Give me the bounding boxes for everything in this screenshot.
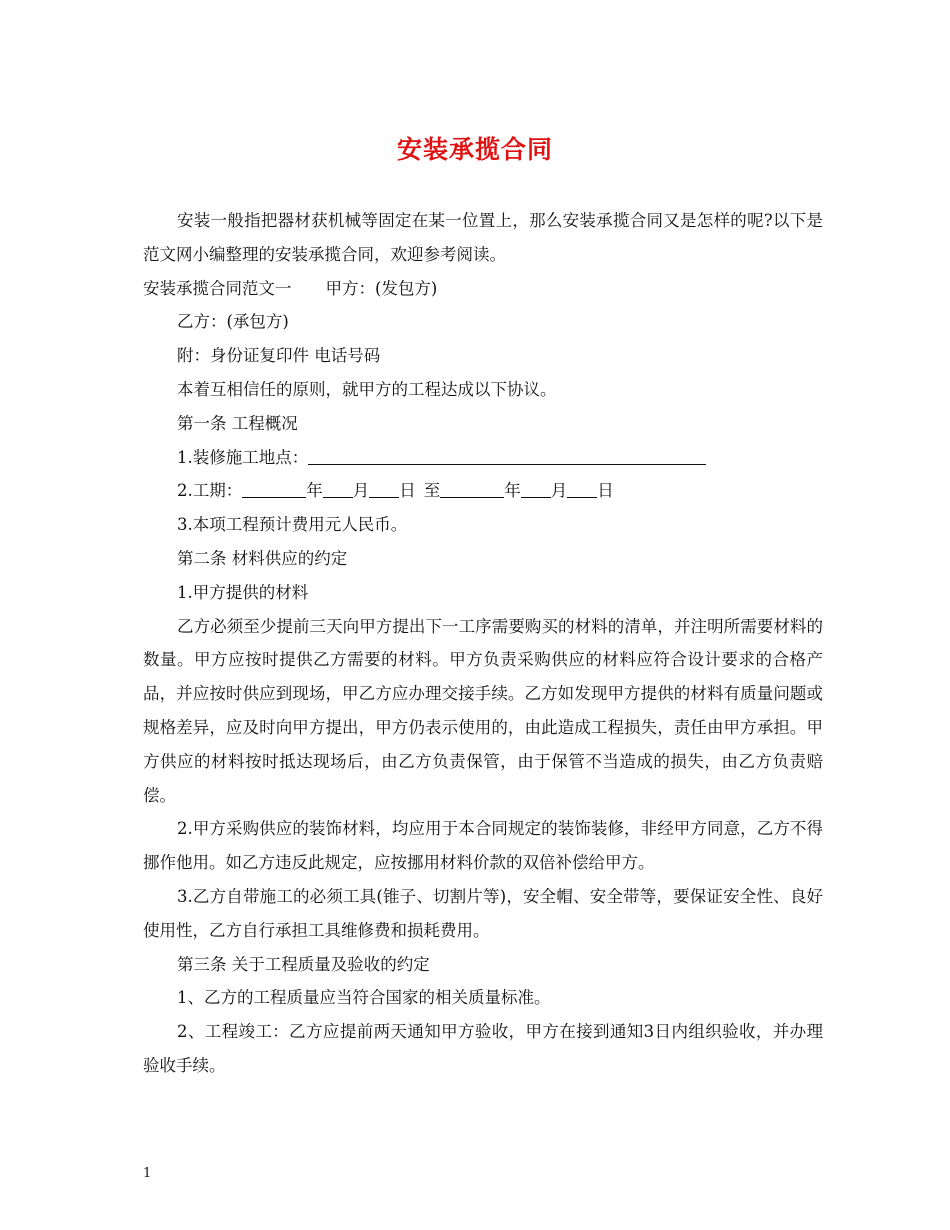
- intro-paragraph: 安装一般指把器材获机械等固定在某一位置上，那么安装承揽合同又是怎样的呢?以下是范文网小编整理的安装承揽合同，欢迎参考阅读。: [143, 211, 823, 264]
- day-label: 日: [399, 481, 416, 501]
- end-year-blank: [440, 479, 504, 498]
- site-blank: [308, 446, 706, 465]
- month-label: 月: [352, 481, 370, 501]
- sample-heading: 安装承揽合同范文一: [143, 278, 292, 298]
- article-1-heading: 第一条 工程概况: [177, 413, 298, 433]
- principle: 本着互相信任的原则，就甲方的工程达成以下协议。: [177, 379, 557, 399]
- article-1-item-2: [143, 474, 823, 508]
- year-label: 年: [504, 481, 521, 501]
- start-year-blank: [242, 479, 306, 498]
- article-1-item-1: [143, 441, 823, 475]
- start-day-blank: [369, 479, 399, 498]
- party-b: 乙方：(承包方): [177, 312, 289, 332]
- document-body: [143, 204, 823, 1083]
- period-label: 2.工期：: [177, 481, 243, 501]
- party-a: 甲方：(发包方): [325, 278, 438, 298]
- end-day-blank: [567, 479, 597, 498]
- article-3-paragraph-2: 2、工程竣工：乙方应提前两天通知甲方验收，甲方在接到通知3日内组织验收，并办理验收手续。: [143, 1022, 823, 1075]
- article-3-heading: 第三条 关于工程质量及验收的约定: [177, 954, 430, 974]
- page-number: 1: [143, 1166, 152, 1181]
- start-month-blank: [323, 479, 353, 498]
- end-month-blank: [521, 479, 551, 498]
- article-2-subheading-1: 1.甲方提供的材料: [177, 582, 309, 602]
- month-label: 月: [550, 481, 568, 501]
- article-1-item-3: 3.本项工程预计费用元人民币。: [177, 515, 408, 535]
- to-label: 至: [423, 481, 441, 501]
- article-2-paragraph-1: 乙方必须至少提前三天向甲方提出下一工序需要购买的材料的清单，并注明所需要材料的数量。甲方应按时提供乙方需要的材料。甲方负责采购供应的材料应符合设计要求的合格产品，并应按时供应到现场，甲乙方应办理交接手续。乙方如发现甲方提供的材料有质量问题或规格差异，应及时向甲方提出，甲方仍表示使用的，由此造成工程损失，责任由甲方承担。甲方供应的材料按时抵达现场后，由乙方负责保管，由于保管不当造成的损失，由乙方负责赔偿。: [143, 616, 823, 805]
- sample-heading-line: [143, 272, 823, 306]
- article-3-paragraph-1: 1、乙方的工程质量应当符合国家的相关质量标准。: [177, 988, 551, 1008]
- day-label: 日: [597, 481, 614, 501]
- site-label: 1.装修施工地点：: [177, 447, 309, 467]
- year-label: 年: [306, 481, 323, 501]
- document-title: 安装承揽合同: [396, 135, 553, 164]
- attachments: 附：身份证复印件 电话号码: [177, 346, 381, 366]
- article-2-paragraph-2: 2.甲方采购供应的装饰材料，均应用于本合同规定的装饰装修，非经甲方同意，乙方不得挪作他用。如乙方违反此规定，应按挪用材料价款的双倍补偿给甲方。: [143, 819, 823, 873]
- article-2-heading: 第二条 材料供应的约定: [177, 548, 348, 568]
- article-2-paragraph-3: 3.乙方自带施工的必须工具(锥子、切割片等)，安全帽、安全带等，要保证安全性、良好使用性，乙方自行承担工具维修费和损耗费用。: [143, 886, 823, 940]
